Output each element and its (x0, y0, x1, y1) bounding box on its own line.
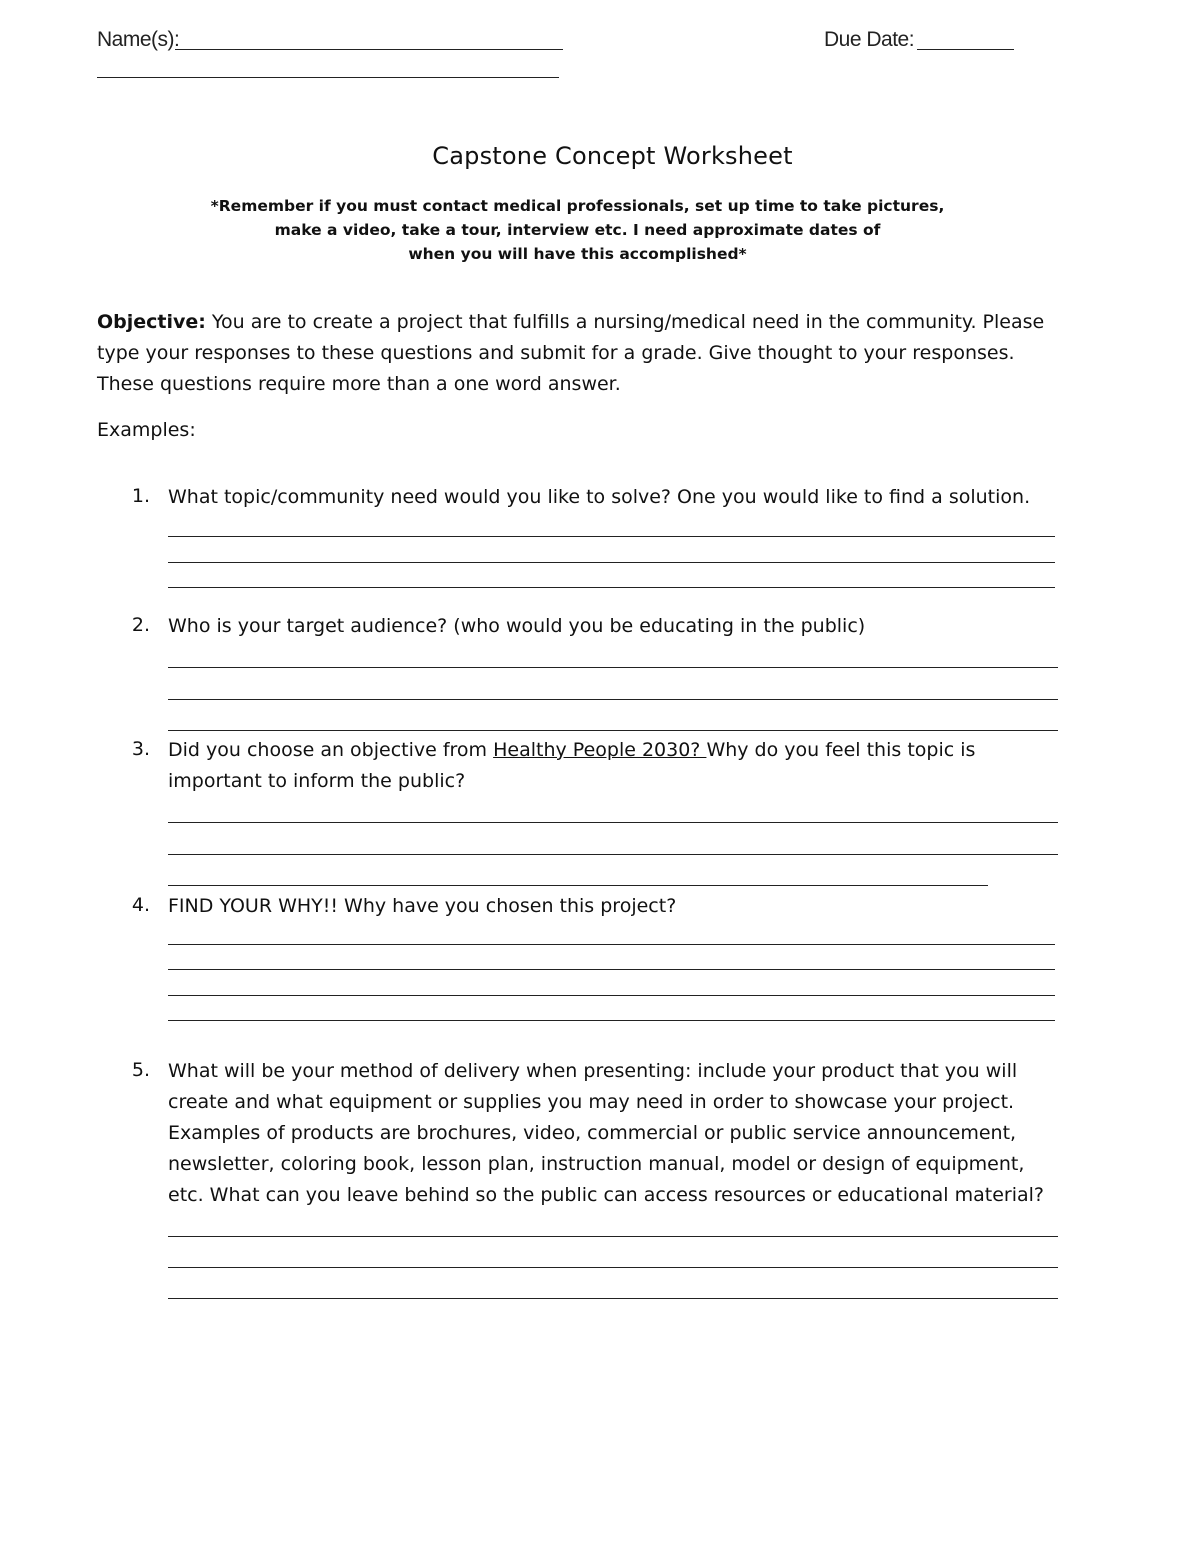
answer-line[interactable] (168, 1298, 1058, 1299)
reminder-line-3: when you will have this accomplished* (408, 245, 747, 263)
question-3-text (168, 735, 975, 797)
objective-line-3: These questions require more than a one word answer. (97, 373, 621, 395)
answer-line[interactable] (168, 944, 1055, 945)
question-number: 3. (131, 738, 150, 760)
question-number: 4. (131, 894, 150, 916)
answer-line[interactable] (168, 822, 1058, 823)
answer-line[interactable] (168, 667, 1058, 668)
question-number: 1. (131, 485, 150, 507)
objective-line-2: type your responses to these questions and submit for a grade. Give thought to your responses. (97, 342, 1015, 364)
question-3-suffix: Why do you feel this topic is (706, 739, 976, 761)
objective-paragraph (97, 307, 1097, 400)
reminder-note (0, 194, 1155, 266)
due-date-input-line[interactable] (917, 49, 1014, 50)
question-number: 2. (131, 614, 150, 636)
question-5-line-5: etc. What can you leave behind so the public can access resources or educational material? (168, 1184, 1044, 1206)
question-4-text: FIND YOUR WHY!! Why have you chosen this project? (168, 895, 677, 917)
healthy-people-link[interactable]: Healthy People 2030? (493, 739, 707, 761)
question-3-prefix: Did you choose an objective from (168, 739, 494, 761)
answer-line[interactable] (168, 854, 1058, 855)
question-5-line-2: create and what equipment or supplies you may need in order to showcase your project. (168, 1091, 1015, 1113)
question-3-line-2: important to inform the public? (168, 770, 466, 792)
answer-line[interactable] (168, 995, 1055, 996)
due-date-label: Due Date: (824, 28, 915, 51)
objective-line-1: You are to create a project that fulfills a nursing/medical need in the community. Please (205, 311, 1045, 333)
answer-line[interactable] (168, 885, 988, 886)
names-input-line-2[interactable] (97, 77, 559, 78)
names-label: Name(s): (97, 28, 180, 51)
page-title: Capstone Concept Worksheet (432, 142, 793, 170)
answer-line[interactable] (168, 1267, 1058, 1268)
answer-line[interactable] (168, 730, 1058, 731)
names-input-line[interactable] (175, 49, 563, 50)
reminder-line-2: make a video, take a tour, interview etc. I need approximate dates of (274, 221, 881, 239)
question-5-line-4: newsletter, coloring book, lesson plan, instruction manual, model or design of equipment, (168, 1153, 1025, 1175)
question-2-text: Who is your target audience? (who would you be educating in the public) (168, 615, 866, 637)
question-1-text: What topic/community need would you like to solve? One you would like to find a solution. (168, 486, 1031, 508)
question-number: 5. (131, 1059, 150, 1081)
answer-line[interactable] (168, 562, 1055, 563)
answer-line[interactable] (168, 969, 1055, 970)
objective-label: Objective: (97, 311, 206, 333)
question-5-line-1: What will be your method of delivery when presenting: include your product that you will (168, 1060, 1018, 1082)
answer-line[interactable] (168, 1236, 1058, 1237)
answer-line[interactable] (168, 536, 1055, 537)
reminder-line-1: *Remember if you must contact medical professionals, set up time to take pictures, (210, 197, 945, 215)
answer-line[interactable] (168, 699, 1058, 700)
answer-line[interactable] (168, 587, 1055, 588)
answer-line[interactable] (168, 1020, 1055, 1021)
examples-label: Examples: (97, 419, 196, 441)
question-5-line-3: Examples of products are brochures, video, commercial or public service announcement, (168, 1122, 1017, 1144)
question-5-text (168, 1056, 1044, 1211)
